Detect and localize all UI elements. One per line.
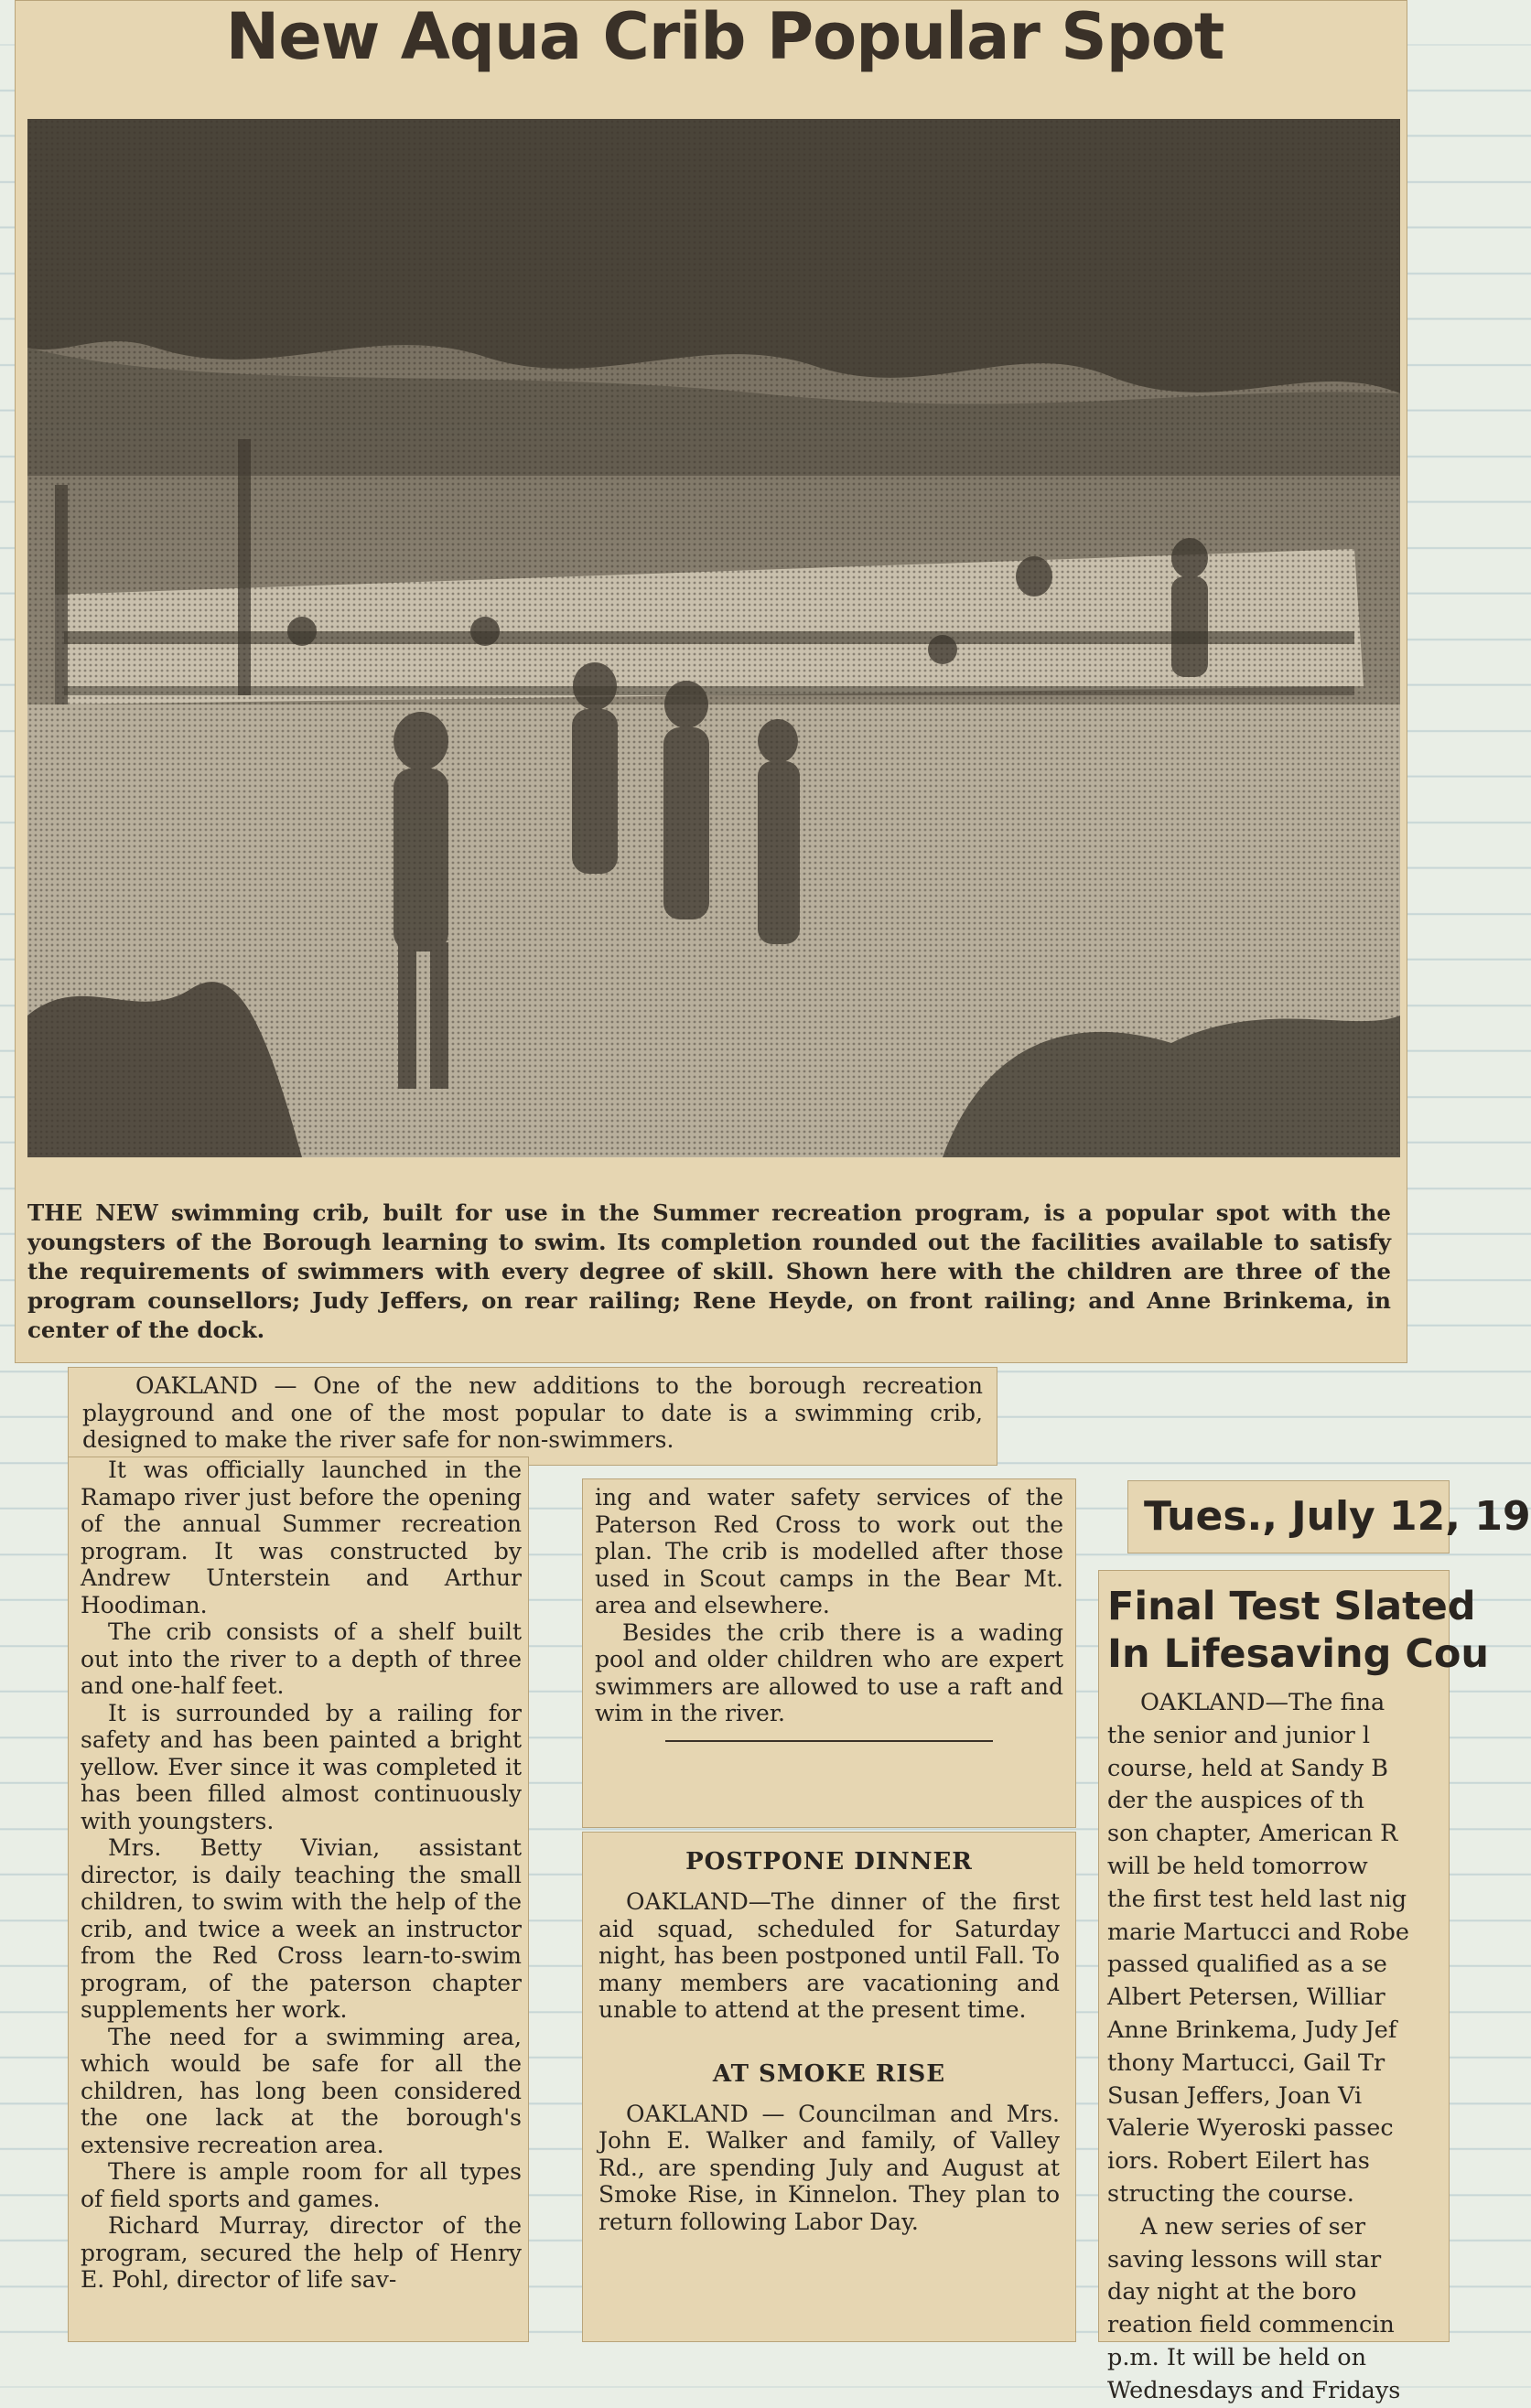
article-paragraph: Besides the crib there is a wading pool and older children who are expert swimmers are allowed to use a raft and wim in the river. <box>595 1618 1063 1726</box>
article-paragraph: There is ample room for all types of field sports and games. <box>81 2158 522 2212</box>
article-lead-clipping <box>68 1367 997 1466</box>
swimming-crib-photo <box>27 119 1400 1157</box>
smoke-rise-title: AT SMOKE RISE <box>712 2059 946 2088</box>
final-test-headline <box>1098 1570 1490 1687</box>
text-line: marie Martucci and Robe <box>1107 1918 1409 1946</box>
text-line: saving lessons will star <box>1107 2245 1382 2274</box>
column-2-text <box>595 1484 1063 1727</box>
column-1-text <box>81 1457 522 2294</box>
text-line: thony Martucci, Gail Tr <box>1107 2048 1385 2077</box>
text-line: the first test held last nig <box>1107 1885 1407 1913</box>
postpone-smoke-rise-clipping <box>582 1832 1076 2342</box>
article-paragraph: The crib consists of a shelf built out into the river to a depth of three and one-half feet. <box>81 1618 522 1699</box>
final-test-title-line-2: In Lifesaving Cou <box>1107 1631 1490 1677</box>
text-line: Valerie Wyeroski passec <box>1107 2114 1394 2143</box>
article-paragraph: The need for a swimming area, which would be safe for all the children, has long been considered the one lack at the borough's extensive recreation area. <box>81 2023 522 2158</box>
text-line: reation field commencin <box>1107 2311 1395 2339</box>
divider-rule <box>665 1740 993 1742</box>
text-line: will be held tomorrow <box>1107 1852 1368 1880</box>
final-test-body <box>1098 1687 1450 2408</box>
headline: New Aqua Crib Popular Spot <box>225 0 1224 74</box>
text-line: iors. Robert Eilert has <box>1107 2147 1370 2176</box>
photo-caption: THE NEW swimming crib, built for use in the Summer recreation program, is a popular spot with the youngsters of the Borough learning to swim. Its completion rounded out the facilities available to satisfy the requirements of swimmers with every degree of skill. Shown here with the children are three of the program counsellors; Judy Jeffers, on rear railing; Rene Heyde, on front railing; and Anne Brinkema, in center of the dock. <box>27 1199 1391 1343</box>
smoke-rise-body: OAKLAND — Councilman and Mrs. John E. Walker and family, of Valley Rd., are spending July and August at Smoke Rise, in Kinnelon. They plan to return following Labor Day. <box>598 2100 1060 2235</box>
text-line: p.m. It will be held on <box>1107 2343 1367 2371</box>
article-column-1 <box>68 1457 529 2342</box>
final-test-clipping <box>1098 1570 1490 2404</box>
text-line: der the auspices of th <box>1107 1787 1364 1815</box>
article-paragraph: It was officially launched in the Ramapo river just before the opening of the annual Summer recreation program. It was constructed by Andrew Unterstein and Arthur Hoodiman. <box>81 1457 522 1618</box>
postpone-body: OAKLAND—The dinner of the first aid squad, scheduled for Saturday night, has been postponed until Fall. To many members are vacationing and unable to attend at the present time. <box>598 1888 1060 2023</box>
article-paragraph: Richard Murray, director of the program, secured the help of Henry E. Pohl, director of life sav- <box>81 2212 522 2293</box>
final-test-title-line-1: Final Test Slated <box>1107 1584 1476 1629</box>
postpone-title: POSTPONE DINNER <box>685 1848 973 1876</box>
text-line: A new series of ser <box>1140 2212 1366 2241</box>
article-paragraph: ing and water safety services of the Paterson Red Cross to work out the plan. The crib is modelled after those used in Scout camps in the Bear Mt. area and elsewhere. <box>595 1484 1063 1618</box>
text-line: course, held at Sandy B <box>1107 1754 1388 1782</box>
text-line: day night at the boro <box>1107 2278 1357 2306</box>
text-line: passed qualified as a se <box>1107 1951 1387 1979</box>
text-line: structing the course. <box>1107 2179 1354 2208</box>
text-line: son chapter, American R <box>1107 1820 1398 1848</box>
article-paragraph: Mrs. Betty Vivian, assistant director, is daily teaching the small children, to swim with the help of the crib, and twice a week an instructor from the Red Cross learn-to-swim program, of the paterson chapter supplements her work. <box>81 1834 522 2023</box>
article-column-2 <box>582 1478 1076 1828</box>
article-lead: OAKLAND — One of the new additions to the borough recreation playground and one of the most popular to date is a swimming crib, designed to make the river safe for non-swimmers. <box>82 1372 983 1453</box>
text-line: Albert Petersen, Williar <box>1107 1983 1385 2012</box>
article-paragraph: It is surrounded by a railing for safety and has been painted a bright yellow. Ever since it was completed it has been filled almost continuously with youngsters. <box>81 1699 522 1834</box>
text-line: Anne Brinkema, Judy Jef <box>1107 2016 1397 2044</box>
text-line: Wednesdays and Fridays <box>1107 2376 1401 2404</box>
text-line: OAKLAND—The fina <box>1140 1689 1385 1716</box>
date-clip: Tues., July 12, 19 <box>1127 1480 1450 1553</box>
text-line: the senior and junior l <box>1107 1721 1371 1749</box>
text-line: Susan Jeffers, Joan Vi <box>1107 2081 1363 2110</box>
